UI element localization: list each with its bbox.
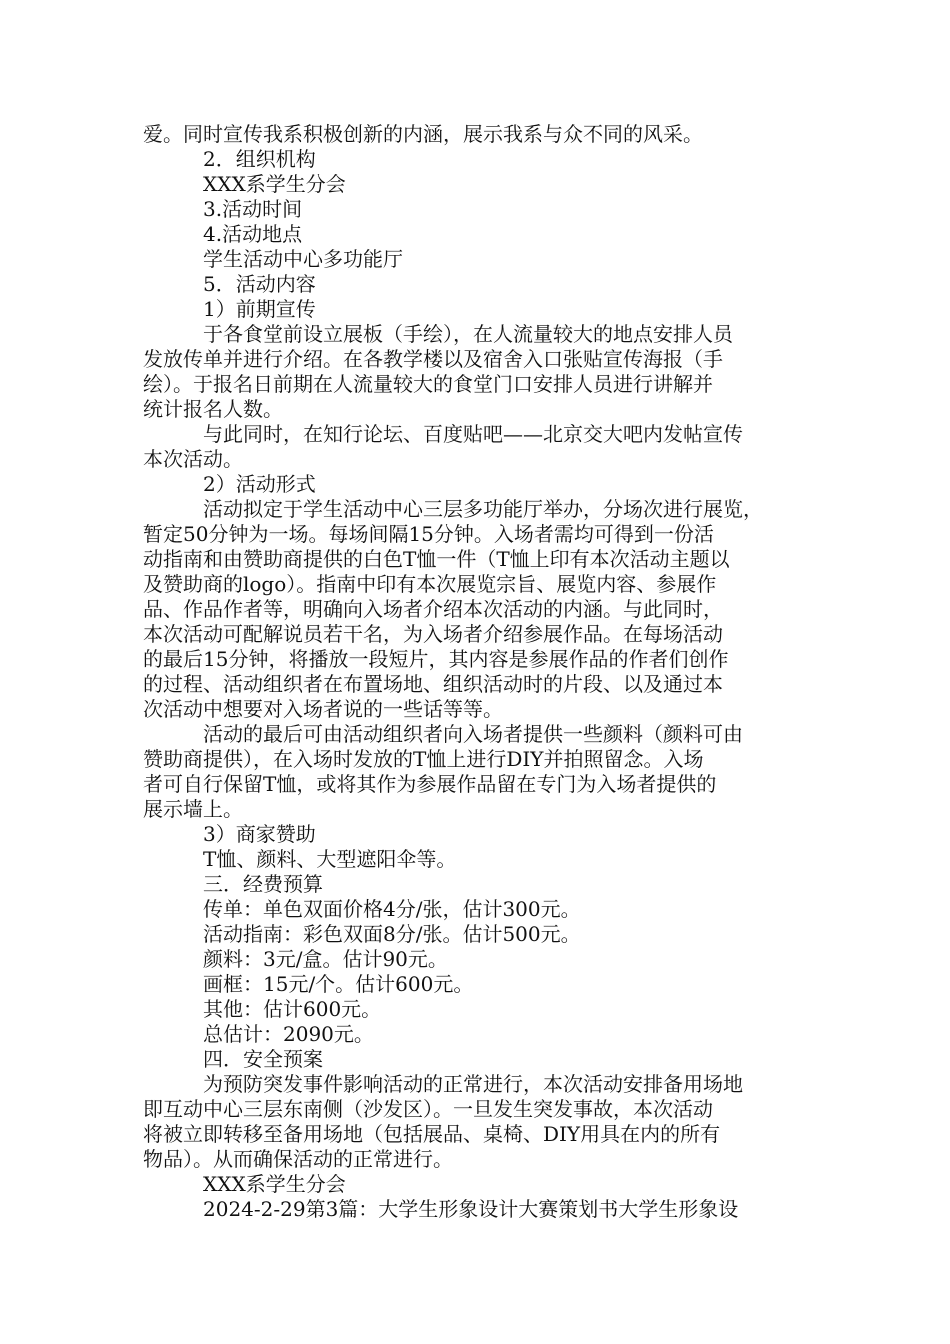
- text-line: 活动拟定于学生活动中心三层多功能厅举办，分场次进行展览，: [203, 497, 763, 521]
- text-line: T恤、颜料、大型遮阳伞等。: [203, 847, 457, 871]
- text-line: 物品）。从而确保活动的正常进行。: [143, 1147, 453, 1171]
- text-line: 者可自行保留T恤，或将其作为参展作品留在专门为入场者提供的: [143, 772, 717, 796]
- text-line: 统计报名人数。: [143, 397, 283, 421]
- text-line: 为预防突发事件影响活动的正常进行，本次活动安排备用场地: [203, 1072, 743, 1096]
- text-line: 品、作品作者等，明确向入场者介绍本次活动的内涵。与此同时，: [143, 597, 723, 621]
- text-line: 动指南和由赞助商提供的白色T恤一件（T恤上印有本次活动主题以: [143, 547, 730, 571]
- text-line: 将被立即转移至备用场地（包括展品、桌椅、DIY用具在内的所有: [143, 1122, 721, 1146]
- text-line: 的过程、活动组织者在布置场地、组织活动时的片段、以及通过本: [143, 672, 723, 696]
- text-line: XXX系学生分会: [203, 172, 346, 196]
- text-line: 2．组织机构: [203, 147, 316, 171]
- text-line: 总估计：2090元。: [203, 1022, 374, 1046]
- text-line: 绘）。于报名日前期在人流量较大的食堂门口安排人员进行讲解并: [143, 372, 713, 396]
- text-line: 于各食堂前设立展板（手绘），在人流量较大的地点安排人员: [203, 322, 733, 346]
- text-line: 学生活动中心多功能厅: [203, 247, 403, 271]
- text-line: 4.活动地点: [203, 222, 303, 246]
- text-line: 2）活动形式: [203, 472, 316, 496]
- text-line: XXX系学生分会: [203, 1172, 346, 1196]
- text-line: 2024-2-29第3篇：大学生形象设计大赛策划书大学生形象设: [203, 1197, 739, 1221]
- text-line: 画框：15元/个。估计600元。: [203, 972, 474, 996]
- text-line: 活动指南：彩色双面8分/张。估计500元。: [203, 922, 581, 946]
- text-line: 3）商家赞助: [203, 822, 316, 846]
- text-line: 展示墙上。: [143, 797, 243, 821]
- text-line: 1）前期宣传: [203, 297, 316, 321]
- text-line: 暂定50分钟为一场。每场间隔15分钟。入场者需均可得到一份活: [143, 522, 714, 546]
- text-line: 5．活动内容: [203, 272, 316, 296]
- text-line: 四．安全预案: [203, 1047, 323, 1071]
- text-line: 即互动中心三层东南侧（沙发区）。一旦发生突发事故，本次活动: [143, 1097, 713, 1121]
- text-line: 赞助商提供），在入场时发放的T恤上进行DIY并拍照留念。入场: [143, 747, 704, 771]
- text-line: 发放传单并进行介绍。在各教学楼以及宿舍入口张贴宣传海报（手: [143, 347, 723, 371]
- text-line: 传单：单色双面价格4分/张，估计300元。: [203, 897, 581, 921]
- text-line: 本次活动可配解说员若干名，为入场者介绍参展作品。在每场活动: [143, 622, 723, 646]
- text-line: 颜料：3元/盒。估计90元。: [203, 947, 448, 971]
- text-line: 3.活动时间: [203, 197, 303, 221]
- text-line: 活动的最后可由活动组织者向入场者提供一些颜料（颜料可由: [203, 722, 743, 746]
- text-line: 爱。同时宣传我系积极创新的内涵，展示我系与众不同的风采。: [143, 122, 703, 146]
- text-line: 的最后15分钟，将播放一段短片，其内容是参展作品的作者们创作: [143, 647, 729, 671]
- text-line: 本次活动。: [143, 447, 243, 471]
- text-line: 三．经费预算: [203, 872, 323, 896]
- text-line: 及赞助商的logo）。指南中印有本次展览宗旨、展览内容、参展作: [143, 572, 717, 596]
- text-line: 次活动中想要对入场者说的一些话等等。: [143, 697, 503, 721]
- document-page: [143, 122, 813, 1222]
- text-line: 与此同时，在知行论坛、百度贴吧——北京交大吧内发帖宣传: [203, 422, 743, 446]
- text-line: 其他：估计600元。: [203, 997, 382, 1021]
